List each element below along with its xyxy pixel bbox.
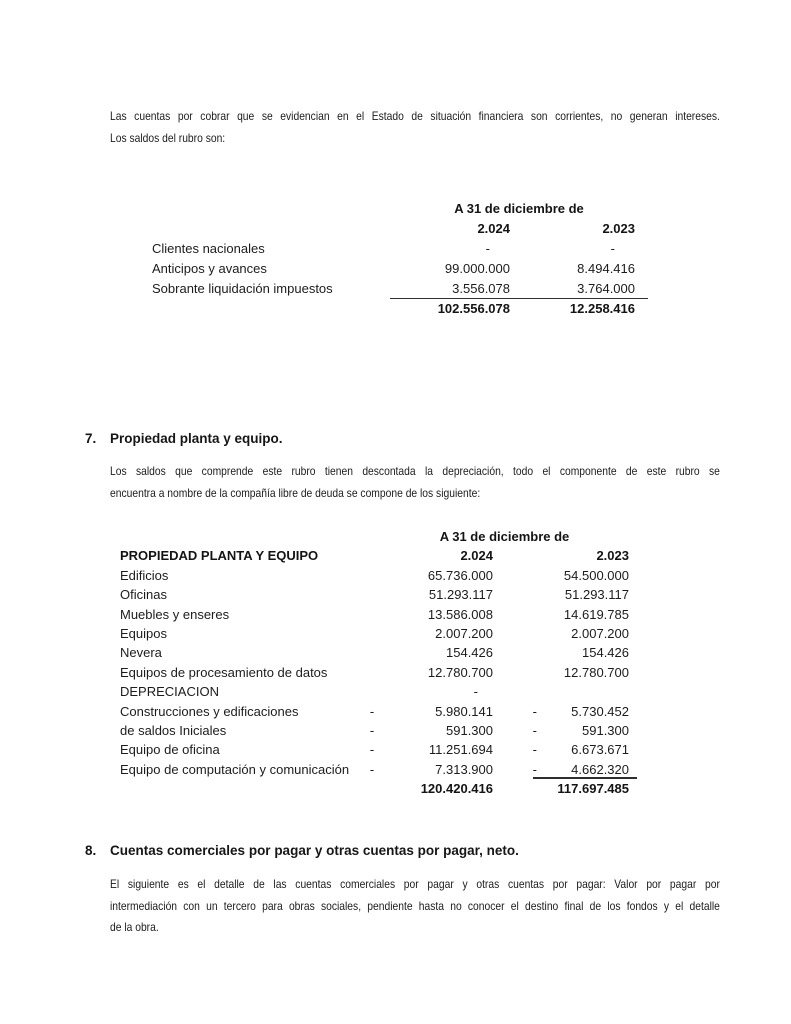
row-label: Equipos de procesamiento de datos xyxy=(120,664,328,680)
cell-2024: - xyxy=(473,684,478,700)
row-label: Edificios xyxy=(120,567,169,583)
paragraph-line: Las cuentas por cobrar que se evidencian en el Estado de situación financiera son corrientes, no generan intereses. xyxy=(110,109,720,123)
cell-2023: 6.673.671 xyxy=(571,742,629,758)
row-label: de saldos Iniciales xyxy=(120,722,227,738)
cell-2024: 591.300 xyxy=(446,722,493,738)
section-7-paragraph xyxy=(110,461,720,504)
row-label: Sobrante liquidación impuestos xyxy=(152,281,333,296)
table-total-rule xyxy=(533,777,637,779)
cell-2024: 12.780.700 xyxy=(427,664,493,680)
cell-2023: 154.426 xyxy=(582,645,629,661)
row-label: Equipos xyxy=(120,625,167,641)
receivables-table xyxy=(152,199,648,319)
cell-2024: 5.980.141 xyxy=(435,703,493,719)
section-8-paragraph xyxy=(110,874,720,939)
sign-2023: - xyxy=(532,742,537,758)
paragraph-line: El siguiente es el detalle de las cuentas comerciales por pagar y otras cuentas por pagar: Valor por pagar por xyxy=(110,877,720,891)
table-title: PROPIEDAD PLANTA Y EQUIPO xyxy=(120,548,319,564)
section-title: Propiedad planta y equipo. xyxy=(110,431,283,446)
section-number: 7. xyxy=(85,431,97,446)
cell-2024: 2.007.200 xyxy=(435,625,493,641)
cell-2023: 591.300 xyxy=(582,722,629,738)
year-2023-header: 2.023 xyxy=(602,221,635,236)
cell-2024: 154.426 xyxy=(446,645,493,661)
cell-2024: 65.736.000 xyxy=(427,567,493,583)
cell-2024: 51.293.117 xyxy=(428,587,493,603)
paragraph-line: Los saldos que comprende este rubro tienen descontada la depreciación, todo el componente de este rubro se xyxy=(110,464,720,478)
cell-2023: 51.293.117 xyxy=(564,587,629,603)
period-header: A 31 de diciembre de xyxy=(454,201,584,216)
total-2023: 12.258.416 xyxy=(569,301,635,316)
row-label: Oficinas xyxy=(120,587,167,603)
cell-2023: 4.662.320 xyxy=(571,761,629,777)
row-label: Clientes nacionales xyxy=(152,241,265,256)
cell-2023: 2.007.200 xyxy=(571,625,629,641)
row-label: Construcciones y edificaciones xyxy=(120,703,299,719)
cell-2023: - xyxy=(610,241,615,256)
cell-2024: 13.586.008 xyxy=(427,606,493,622)
cell-2024: 11.251.694 xyxy=(428,742,493,758)
sign-2024: - xyxy=(369,761,375,777)
cell-2023: 3.764.000 xyxy=(510,279,648,299)
intro-paragraph xyxy=(110,106,720,149)
cell-2023: 14.619.785 xyxy=(563,606,629,622)
row-label: Equipo de oficina xyxy=(120,742,220,758)
cell-2023: 12.780.700 xyxy=(563,664,629,680)
section-8-heading xyxy=(85,843,519,859)
cell-2024: - xyxy=(485,241,490,256)
row-label: Nevera xyxy=(120,645,162,661)
total-2024: 120.420.416 xyxy=(420,781,493,797)
cell-2024: 99.000.000 xyxy=(444,261,510,276)
section-number: 8. xyxy=(85,843,97,858)
year-2024-header: 2.024 xyxy=(460,548,493,564)
section-title: Cuentas comerciales por pagar y otras cuentas por pagar, neto. xyxy=(110,843,519,858)
cell-2023 xyxy=(537,682,629,701)
total-2024: 102.556.078 xyxy=(437,301,510,316)
ppe-table xyxy=(120,527,629,798)
cell-2023: 54.500.000 xyxy=(563,567,629,583)
paragraph-line: encuentra a nombre de la compañía libre de deuda se compone de los siguiente: xyxy=(110,485,481,500)
section-7-heading xyxy=(85,431,283,447)
sign-2023: - xyxy=(532,722,537,738)
cell-2023: 5.730.452 xyxy=(571,703,629,719)
cell-2024: 3.556.078 xyxy=(390,279,510,299)
cell-2024: 7.313.900 xyxy=(435,761,493,777)
period-header: A 31 de diciembre de xyxy=(439,529,570,544)
row-label: Equipo de computación y comunicación xyxy=(120,761,350,777)
year-2024-header: 2.024 xyxy=(477,221,510,236)
total-2023: 117.697.485 xyxy=(557,781,629,797)
sign-2023: - xyxy=(532,703,537,719)
year-2023-header: 2.023 xyxy=(596,548,629,564)
paragraph-line: de la obra. xyxy=(110,920,159,934)
paragraph-line: Los saldos del rubro son: xyxy=(110,130,226,145)
row-label: DEPRECIACION xyxy=(120,684,219,700)
sign-2024: - xyxy=(369,722,375,738)
sign-2024: - xyxy=(369,703,375,719)
sign-2024: - xyxy=(369,742,375,758)
cell-2023: 8.494.416 xyxy=(577,261,635,276)
row-label: Muebles y enseres xyxy=(120,606,230,622)
row-label: Anticipos y avances xyxy=(152,261,267,276)
sign-2023: - xyxy=(532,761,537,777)
paragraph-line: intermediación con un tercero para obras sociales, pendiente hasta no conocer el destino final de los fondos y el detalle xyxy=(110,898,720,913)
